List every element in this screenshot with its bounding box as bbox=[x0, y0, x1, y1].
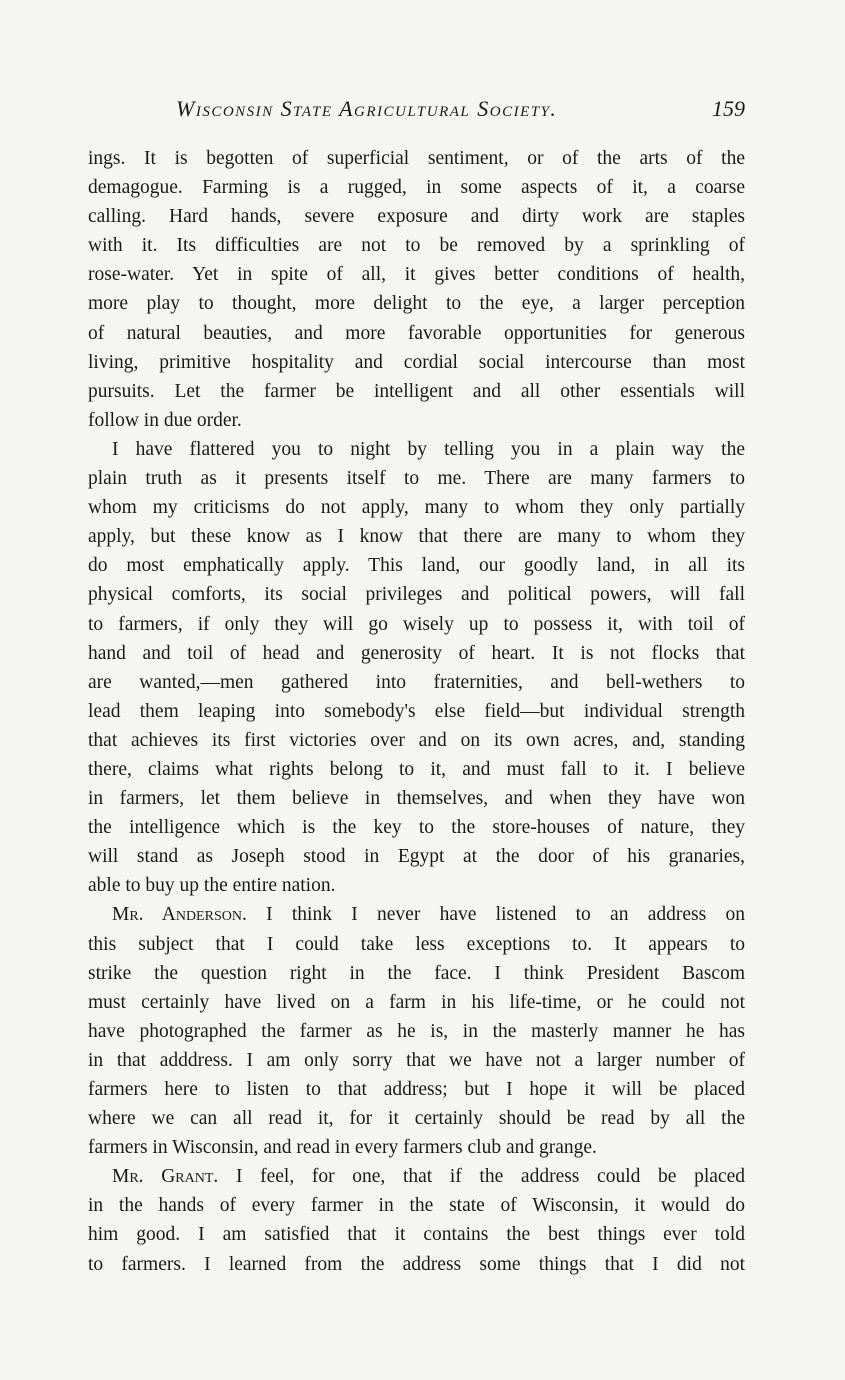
text-line: farmers here to listen to that address; but I hope it will be placed bbox=[88, 1079, 745, 1100]
text-line: this subject that I could take less exceptions to. It appears to bbox=[88, 933, 745, 955]
text-line: where we can all read it, for it certainly should be read by all the bbox=[88, 1108, 745, 1130]
text-line: more play to thought, more delight to the eye, a larger perception bbox=[88, 293, 745, 315]
text-line: must certainly have lived on a farm in his life-time, or he could not bbox=[88, 991, 745, 1013]
running-title: Wisconsin State Agricultural Society. bbox=[176, 96, 558, 121]
text-line: are wanted,—men gathered into fraternities, and bell-wethers to bbox=[88, 671, 745, 693]
speaker-name: Mr. Anderson. bbox=[112, 904, 247, 926]
text-line: living, primitive hospitality and cordial social intercourse than most bbox=[88, 351, 745, 373]
text-line: in that adddress. I am only sorry that we have not a larger number of bbox=[88, 1049, 745, 1071]
text-line: have photographed the farmer as he is, in the masterly manner he has bbox=[88, 1020, 745, 1042]
text-line: plain truth as it presents itself to me. There are many farmers to bbox=[88, 468, 745, 490]
speaker-name: Mr. Grant. bbox=[112, 1166, 219, 1188]
text-line: physical comforts, its social privileges and political powers, will fall bbox=[88, 584, 745, 606]
text-line: follow in due order. bbox=[88, 409, 242, 431]
text-line: calling. Hard hands, severe exposure and dirty work are staples bbox=[88, 206, 745, 228]
page-body bbox=[88, 144, 745, 1279]
page-header bbox=[88, 96, 745, 130]
text-line: strike the question right in the face. I think President Bascom bbox=[88, 962, 745, 984]
page-number: 159 bbox=[712, 96, 745, 121]
text-line: able to buy up the entire nation. bbox=[88, 875, 336, 897]
text-line: hand and toil of head and generosity of heart. It is not flocks that bbox=[88, 642, 745, 664]
text-line: there, claims what rights belong to it, and must fall to it. I believe bbox=[88, 758, 745, 780]
text-line: lead them leaping into somebody's else field—but individual strength bbox=[88, 700, 745, 722]
text-line: with it. Its difficulties are not to be removed by a sprinkling of bbox=[88, 235, 745, 257]
text-line: I have flattered you to night by telling you in a plain way the bbox=[112, 438, 745, 460]
text-line: in farmers, let them believe in themselves, and when they have won bbox=[88, 788, 745, 810]
text-line: rose-water. Yet in spite of all, it gives better conditions of health, bbox=[88, 264, 745, 286]
text-line: whom my criticisms do not apply, many to whom they only partially bbox=[88, 497, 745, 519]
text-line: of natural beauties, and more favorable opportunities for generous bbox=[88, 322, 745, 344]
text-line: apply, but these know as I know that there are many to whom they bbox=[88, 526, 745, 548]
text-line: to farmers. I learned from the address some things that I did not bbox=[88, 1253, 745, 1275]
text-line: ings. It is begotten of superficial sentiment, or of the arts of the bbox=[88, 148, 745, 169]
speaker-line bbox=[88, 900, 745, 929]
text-line: in the hands of every farmer in the state of Wisconsin, it would do bbox=[88, 1195, 745, 1217]
text-line: him good. I am satisfied that it contains the best things ever told bbox=[88, 1224, 745, 1246]
speaker-line bbox=[88, 1162, 745, 1191]
text-line: do most emphatically apply. This land, our goodly land, in all its bbox=[88, 555, 745, 577]
text-line: the intelligence which is the key to the store-houses of nature, they bbox=[88, 817, 745, 839]
speaker-text: I think I never have listened to an address on bbox=[266, 904, 745, 926]
text-line: will stand as Joseph stood in Egypt at the door of his granaries, bbox=[88, 846, 745, 868]
text-line: pursuits. Let the farmer be intelligent and all other essentials will bbox=[88, 380, 745, 402]
speaker-text: I feel, for one, that if the address could be placed bbox=[235, 1166, 745, 1188]
text-line: to farmers, if only they will go wisely up to possess it, with toil of bbox=[88, 613, 745, 635]
text-line: that achieves its first victories over and on its own acres, and, standing bbox=[88, 729, 745, 751]
text-line: farmers in Wisconsin, and read in every farmers club and grange. bbox=[88, 1137, 597, 1159]
text-line: demagogue. Farming is a rugged, in some aspects of it, a coarse bbox=[88, 177, 745, 199]
